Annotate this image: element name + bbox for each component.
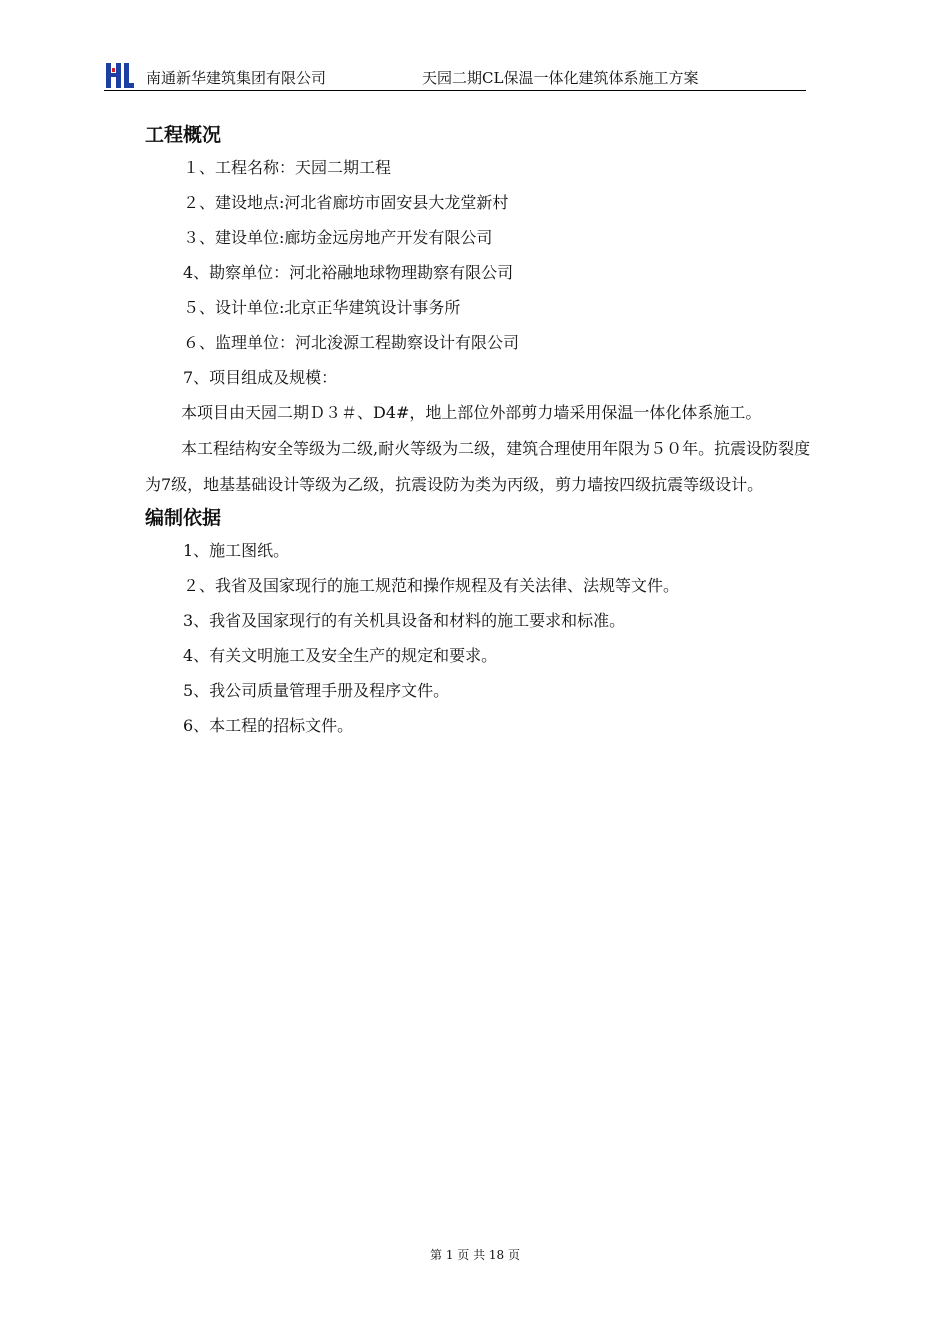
list-item: 5、我公司质量管理手册及程序文件。 xyxy=(183,681,450,700)
list-item: 3、我省及国家现行的有关机具设备和材料的施工要求和标准。 xyxy=(183,611,626,630)
list-item: ５、设计单位:北京正华建筑设计事务所 xyxy=(183,298,461,317)
list-item: ２、建设地点:河北省廊坊市固安县大龙堂新村 xyxy=(183,193,509,212)
page-header xyxy=(104,58,806,91)
basis-list xyxy=(145,533,815,743)
list-item: 6、本工程的招标文件。 xyxy=(183,716,354,735)
project-scope-paragraph: 本项目由天园二期Ｄ３＃、D4#，地上部位外部剪力墙采用保温一体化体系施工。 xyxy=(181,403,762,422)
document-title: 天园二期CL保温一体化建筑体系施工方案 xyxy=(422,69,699,87)
list-item: 7、项目组成及规模： xyxy=(183,368,338,387)
company-logo-icon xyxy=(104,60,134,90)
structure-grade-paragraph: 本工程结构安全等级为二级,耐火等级为二级，建筑合理使用年限为５０年。抗震设防裂度为7级，地基基础设计等级为乙级，抗震设防为类为丙级，剪力墙按四级抗震等级设计。 xyxy=(145,439,811,494)
section-heading-basis: 编制依据 xyxy=(145,507,222,529)
list-item: １、工程名称：天园二期工程 xyxy=(183,158,392,177)
document-body xyxy=(145,120,815,743)
list-item: 4、有关文明施工及安全生产的规定和要求。 xyxy=(183,646,498,665)
list-item: ２、我省及国家现行的施工规范和操作规程及有关法律、法规等文件。 xyxy=(183,576,680,595)
section-heading-overview: 工程概况 xyxy=(145,124,222,146)
overview-list xyxy=(145,150,815,395)
list-item: 4、勘察单位：河北裕融地球物理勘察有限公司 xyxy=(183,263,514,282)
list-item: ６、监理单位：河北浚源工程勘察设计有限公司 xyxy=(183,333,520,352)
page-number: 第 1 页 共 18 页 xyxy=(430,1248,520,1262)
company-name: 南通新华建筑集团有限公司 xyxy=(146,69,327,87)
list-item: ３、建设单位:廊坊金远房地产开发有限公司 xyxy=(183,228,493,247)
list-item: 1、施工图纸。 xyxy=(183,541,290,560)
